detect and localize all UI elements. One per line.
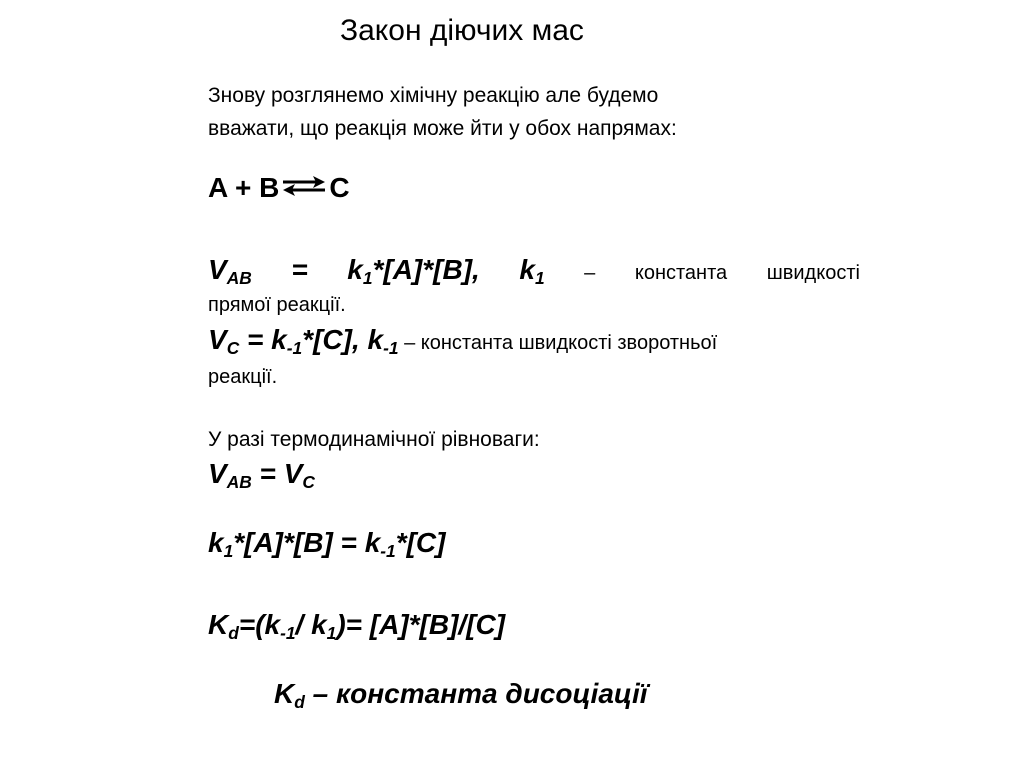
equilibrium-text: У разі термодинамічної рівноваги: <box>208 428 540 451</box>
forward-word-rate: швидкості <box>766 262 860 284</box>
intro-text <box>208 79 677 145</box>
forward-dash: – <box>584 262 596 284</box>
forward-equals: = <box>291 254 308 285</box>
intro-line-1: Знову розглянемо хімічну реакцію але будемо <box>208 84 659 107</box>
forward-word-constant: константа <box>634 262 728 284</box>
reverse-rate-line: $V_C = k_{-1}*[C]$, $k_{-1}$ – константа швидкості зворотньої <box>208 324 718 358</box>
reaction-equation <box>208 172 350 204</box>
forward-rate-expr: $k_1*[A]*[B]$, <box>347 254 480 288</box>
slide-title: Закон діючих мас <box>340 14 584 47</box>
kd-definition: $K_d$ – константа дисоціації <box>274 678 648 712</box>
rates-equal-equation: $k_1*[A]*[B] = k_{-1}*[C]$ <box>208 527 446 561</box>
forward-rate-line <box>208 254 860 286</box>
forward-v: $V_{AB}$ <box>208 254 252 288</box>
forward-description: прямої реакції. <box>208 294 346 316</box>
product: C <box>329 172 350 203</box>
equilibrium-arrows-icon <box>281 175 327 197</box>
reverse-description: реакції. <box>208 366 278 388</box>
forward-k-label: $k_1$ <box>519 254 545 288</box>
reactants: A + B <box>208 172 280 203</box>
kd-formula: $K_d=(k_{-1}/$ $k_1)= [A]*[B]/[C]$ <box>208 609 506 643</box>
intro-line-2: вважати, що реакція може йти у обох напрямах: <box>208 117 677 140</box>
equilibrium-equation: $V_{AB} = V_C$ <box>208 458 315 492</box>
